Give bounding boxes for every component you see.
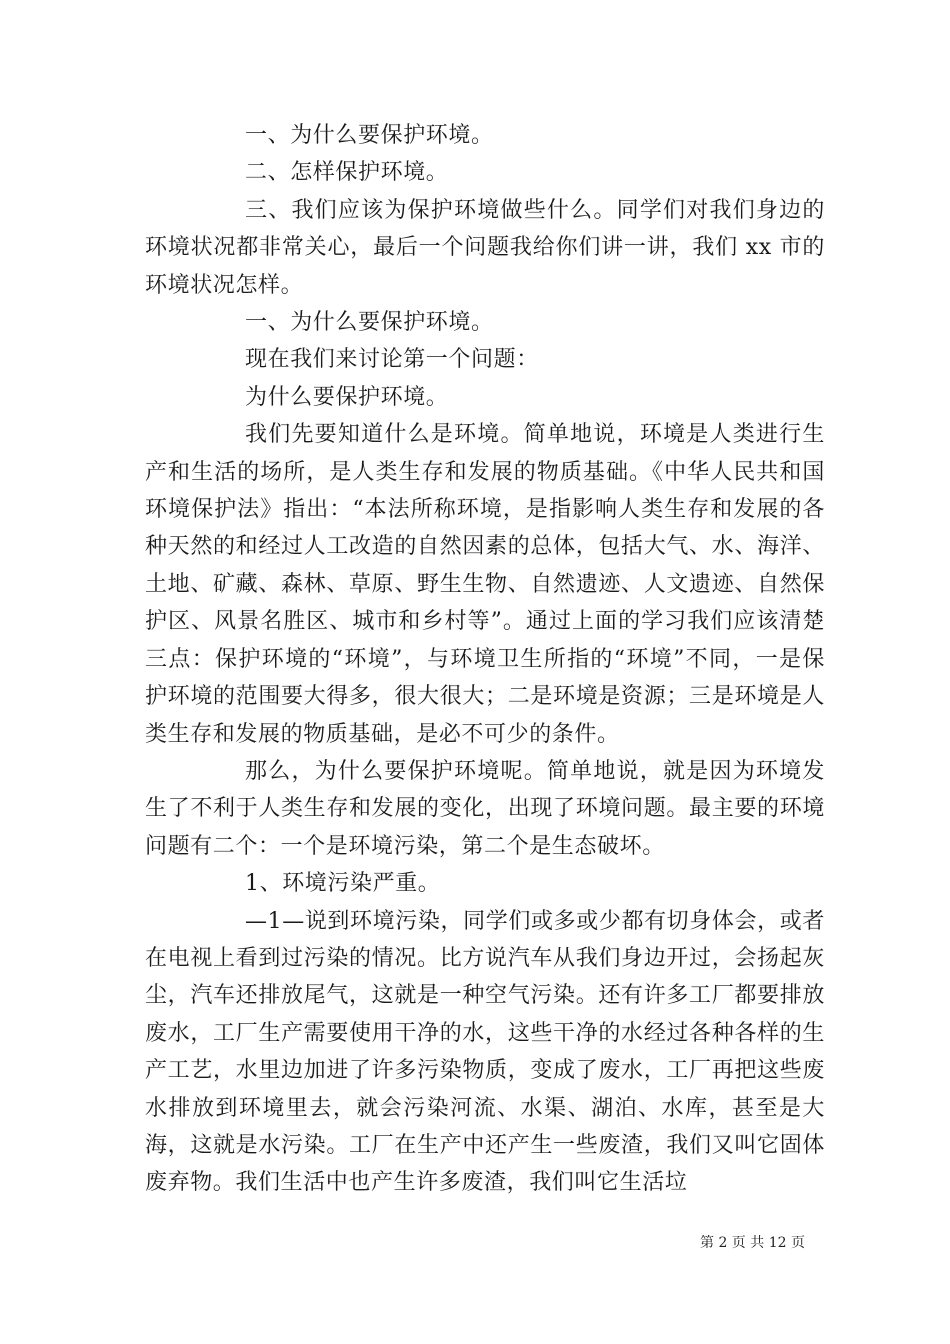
- document-body: [145, 117, 825, 1202]
- page-number-footer: 第 2 页 共 12 页: [700, 1235, 805, 1251]
- paragraph-definition: 我们先要知道什么是环境。简单地说，环境是人类进行生产和生活的场所，是人类生存和发展的物质基础。《中华人民共和国环境保护法》指出：“本法所称环境，是指影响人类生存和发展的各种天然的和经过人工改造的自然因素的总体，包括大气、水、海洋、土地、矿藏、森林、草原、野生生物、自然遗迹、人文遗迹、自然保护区、风景名胜区、城市和乡村等”。通过上面的学习我们应该清楚三点：保护环境的“环境”，与环境卫生所指的“环境”不同，一是保护环境的范围要大得多，很大很大；二是环境是资源；三是环境是人类生存和发展的物质基础，是必不可少的条件。: [145, 422, 825, 747]
- paragraph-outline-2: 二、怎样保护环境。: [245, 160, 449, 186]
- subheading-pollution: 1、环境污染严重。: [245, 871, 441, 897]
- section-heading-1: 一、为什么要保护环境。: [245, 310, 494, 336]
- paragraph-question: 为什么要保护环境。: [245, 384, 449, 410]
- paragraph-intro: 现在我们来讨论第一个问题：: [245, 347, 539, 373]
- paragraph-why: 那么，为什么要保护环境呢。简单地说，就是因为环境发生了不利于人类生存和发展的变化，出现了环境问题。最主要的环境问题有二个：一个是环境污染，第二个是生态破坏。: [145, 758, 825, 859]
- paragraph-outline-1: 一、为什么要保护环境。: [245, 123, 494, 148]
- paragraph-outline-3: 三、我们应该为保护环境做些什么。同学们对我们身边的环境状况都非常关心，最后一个问题我给你们讲一讲，我们 xx 市的环境状况怎样。: [145, 197, 825, 298]
- paragraph-pollution: —1—说到环境污染，同学们或多或少都有切身体会，或者在电视上看到过污染的情况。比方说汽车从我们身边开过，会扬起灰尘，汽车还排放尾气，这就是一种空气污染。还有许多工厂都要排放废水，工厂生产需要使用干净的水，这些干净的水经过各种各样的生产工艺，水里边加进了许多污染物质，变成了废水，工厂再把这些废水排放到环境里去，就会污染河流、水渠、湖泊、水库，甚至是大海，这就是水污染。工厂在生产中还产生一些废渣，我们又叫它固体废弃物。我们生活中也产生许多废渣，我们叫它生活垃: [145, 908, 825, 1196]
